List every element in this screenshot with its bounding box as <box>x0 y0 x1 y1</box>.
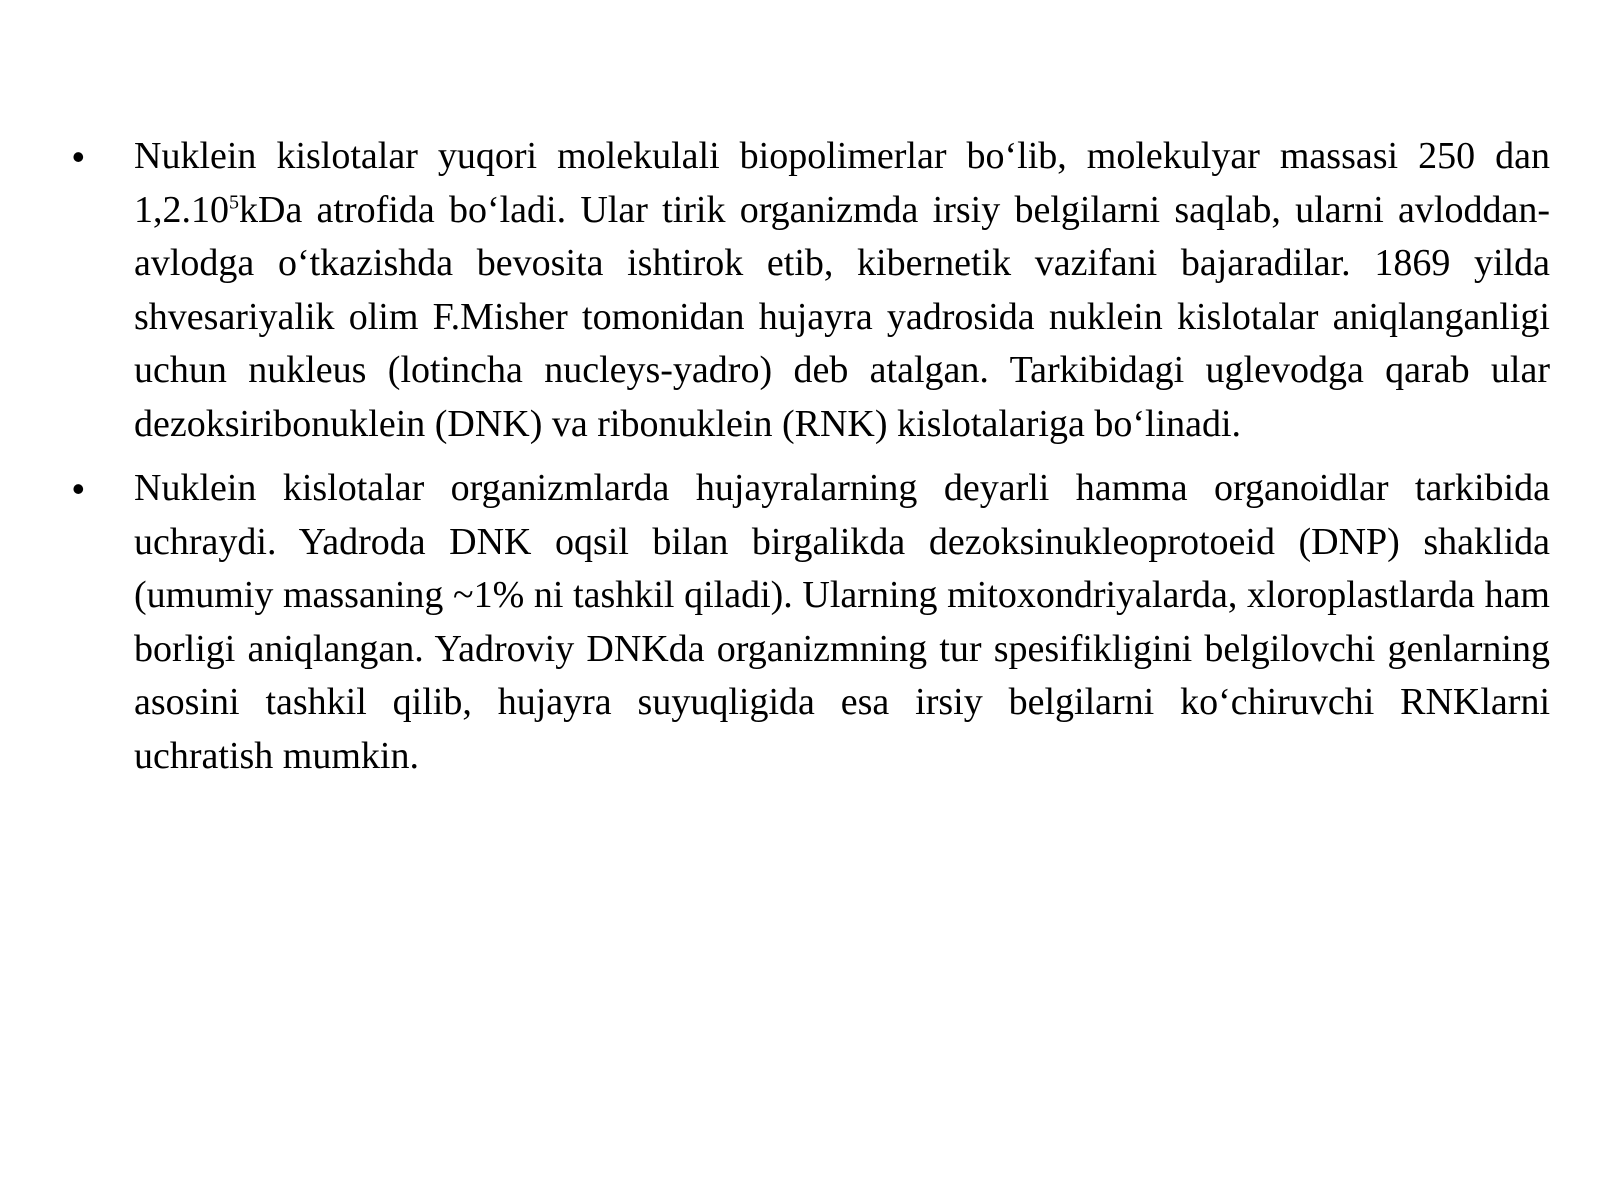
text-segment: Nuklein kislotalar yuqori molekulali biopolimerlar bo‘lib, molekulyar massasi 250 dan 1,2.10 <box>134 135 1550 231</box>
bullet-item-nucleic-acids-location <box>70 462 1550 783</box>
bullet-marker: • <box>72 468 85 509</box>
superscript-exponent: 5 <box>229 190 239 213</box>
text-segment: kDa atrofida bo‘ladi. Ular tirik organizmda irsiy belgilarni saqlab, ularni avloddan-avlodga o‘tkazishda bevosita ishtirok etib, kibernetik vazifani bajaradilar. 1869 yilda shvesariyalik olim F.Misher tomonidan hujayra yadrosida nuklein kislotalar aniqlanganligi uchun nukleus (lotincha nucleys-yadro) deb atalgan. Tarkibidagi uglevodga qarab ular dezoksiribonuklein (DNK) va ribonuklein (RNK) kislotalariga bo‘linadi. <box>134 188 1550 445</box>
bullet-marker: • <box>72 136 85 177</box>
bullet-list <box>70 130 1550 794</box>
bullet-item-nucleic-acids-definition <box>70 130 1550 451</box>
bullet-text: Nuklein kislotalar organizmlarda hujayralarning deyarli hamma organoidlar tarkibida uchraydi. Yadroda DNK oqsil bilan birgalikda dezoksinukleoprotoeid (DNP) shaklida (umumiy massaning ~1% ni tashkil qiladi). Ularning mitoxondriyalarda, xloroplastlarda ham borligi aniqlangan. Yadroviy DNKda organizmning tur spesifikligini belgilovchi genlarning asosini tashkil qilib, hujayra suyuqligida esa irsiy belgilarni ko‘chiruvchi RNKlarni uchratish mumkin. <box>134 467 1550 777</box>
bullet-text <box>134 130 1550 451</box>
